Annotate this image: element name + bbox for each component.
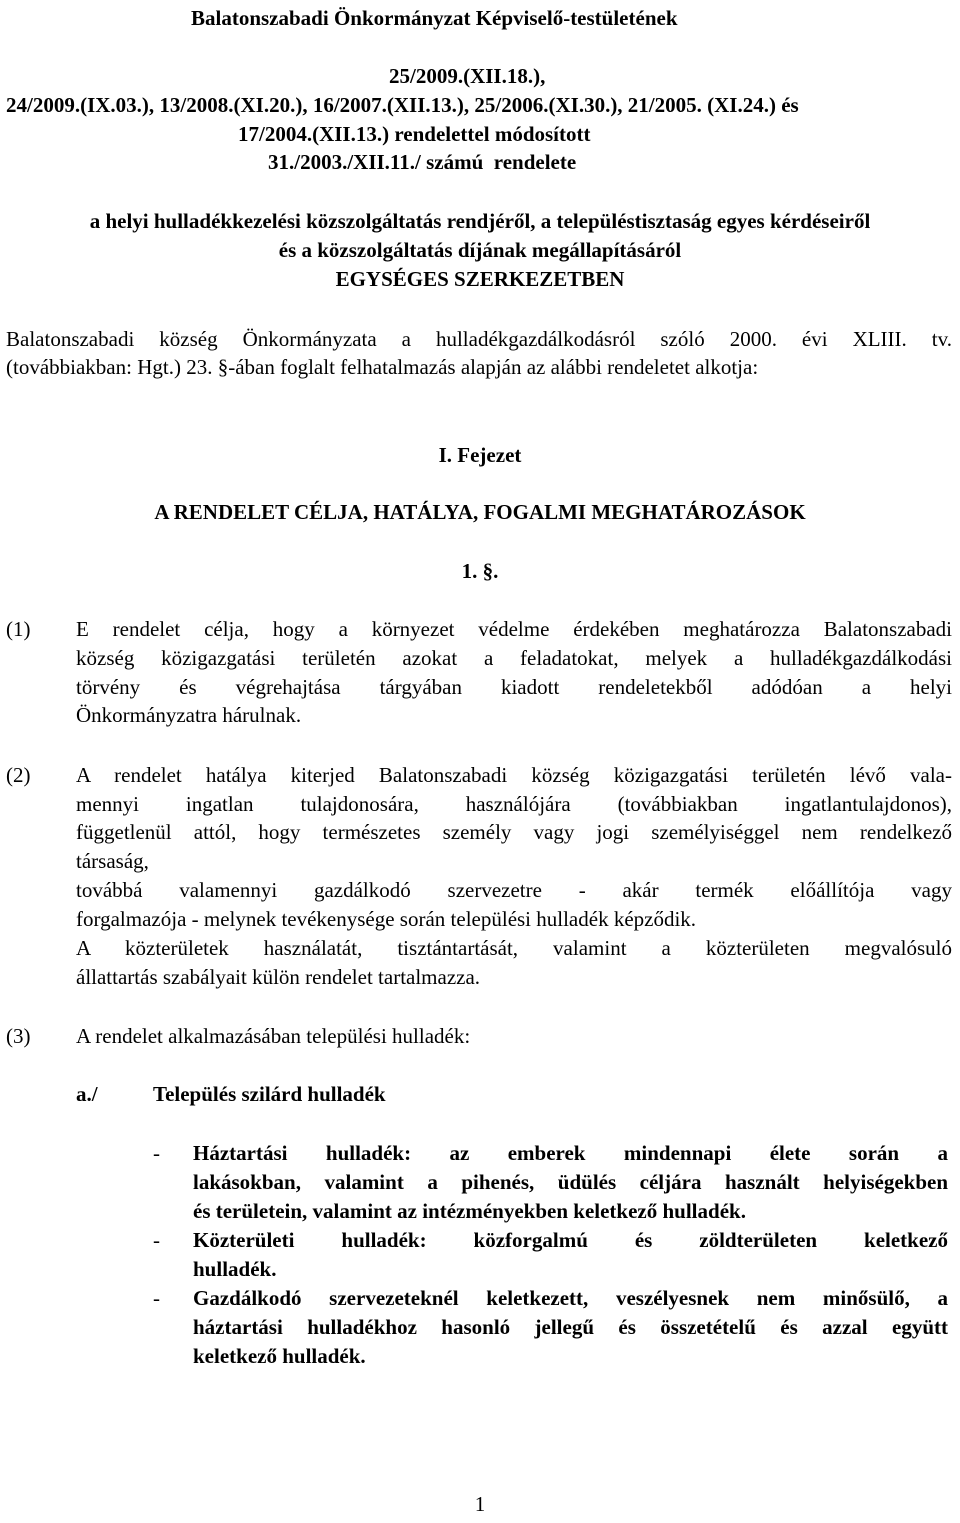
para-2-number: (2): [6, 763, 31, 787]
para-2-line-3: függetlenül attól, hogy természetes személy vagy jogi személyiséggel nem rendelkező: [76, 820, 952, 844]
para-2-line-4: társaság,: [76, 849, 149, 873]
para-2-line-1: A rendelet hatálya kiterjed Balatonszabadi község közigazgatási területén lévő vala-: [76, 763, 952, 787]
sub-a-title: Település szilárd hulladék: [153, 1082, 386, 1106]
chapter-number: I. Fejezet: [438, 443, 522, 467]
para-1-line-3: törvény és végrehajtása tárgyában kiadott rendeletekből adódóan a helyi: [76, 675, 952, 699]
item-2-line-2: hulladék.: [193, 1257, 277, 1281]
para-2-line-5: továbbá valamennyi gazdálkodó szervezetre - akár termék előállítója vagy: [76, 878, 952, 902]
para-2-line-2: mennyi ingatlan tulajdonosára, használójára (továbbiakban ingatlantulajdonos),: [76, 792, 952, 816]
para-1-line-4: Önkormányzatra hárulnak.: [76, 703, 302, 727]
para-1-number: (1): [6, 617, 31, 641]
preamble-line-2: (továbbiakban: Hgt.) 23. §-ában foglalt felhatalmazás alapján az alábbi rendeletet alkotja:: [6, 355, 759, 379]
para-2-line-7: A közterületek használatát, tisztántartását, valamint a közterületen megvalósuló: [76, 936, 952, 960]
item-1-line-2: lakásokban, valamint a pihenés, üdülés céljára használt helyiségekben: [193, 1170, 948, 1194]
title-line-3: EGYSÉGES SZERKEZETBEN: [335, 267, 625, 291]
header-line-5: 31./2003./XII.11./ számú rendelete: [268, 150, 577, 174]
item-1-line-1: Háztartási hulladék: az emberek mindennapi élete során a: [193, 1141, 948, 1165]
item-1-dash: -: [153, 1141, 160, 1165]
para-1-line-1: E rendelet célja, hogy a környezet védelme érdekében meghatározza Balatonszabadi: [76, 617, 952, 641]
para-3-line-1: A rendelet alkalmazásában települési hulladék:: [76, 1024, 471, 1048]
item-3-dash: -: [153, 1286, 160, 1310]
sub-a-label: a./: [76, 1082, 98, 1106]
para-2-line-8: állattartás szabályait külön rendelet tartalmazza.: [76, 965, 481, 989]
title-line-2: és a közszolgáltatás díjának megállapításáról: [278, 238, 682, 262]
item-1-line-3: és területein, valamint az intézményekben keletkező hulladék.: [193, 1199, 746, 1223]
title-line-1: a helyi hulladékkezelési közszolgáltatás rendjéről, a településtisztaság egyes kérdéseiről: [89, 209, 871, 233]
item-2-line-1: Közterületi hulladék: közforgalmú és zöldterületen keletkező: [193, 1228, 948, 1252]
item-3-line-3: keletkező hulladék.: [193, 1344, 366, 1368]
header-line-3: 24/2009.(IX.03.), 13/2008.(XI.20.), 16/2007.(XII.13.), 25/2006.(XI.30.), 21/2005. (XI.24.) és: [6, 93, 799, 117]
header-line-1: Balatonszabadi Önkormányzat Képviselő-testületének: [191, 6, 678, 30]
para-3-number: (3): [6, 1024, 31, 1048]
header-line-2: 25/2009.(XII.18.),: [389, 64, 546, 88]
item-3-line-2: háztartási hulladékhoz hasonló jellegű és összetételű és azzal együtt: [193, 1315, 948, 1339]
para-2-line-6: forgalmazója - melynek tevékenysége során települési hulladék képződik.: [76, 907, 697, 931]
item-2-dash: -: [153, 1228, 160, 1252]
chapter-title: A RENDELET CÉLJA, HATÁLYA, FOGALMI MEGHATÁROZÁSOK: [154, 500, 806, 524]
page-number: 1: [474, 1492, 486, 1516]
item-3-line-1: Gazdálkodó szervezeteknél keletkezett, veszélyesnek nem minősülő, a: [193, 1286, 948, 1310]
para-1-line-2: község közigazgatási területén azokat a feladatokat, melyek a hulladékgazdálkodási: [76, 646, 952, 670]
header-line-4: 17/2004.(XII.13.) rendelettel módosított: [238, 122, 591, 146]
preamble-line-1: Balatonszabadi község Önkormányzata a hulladékgazdálkodásról szóló 2000. évi XLIII. tv.: [6, 327, 952, 351]
section-number: 1. §.: [461, 559, 499, 583]
